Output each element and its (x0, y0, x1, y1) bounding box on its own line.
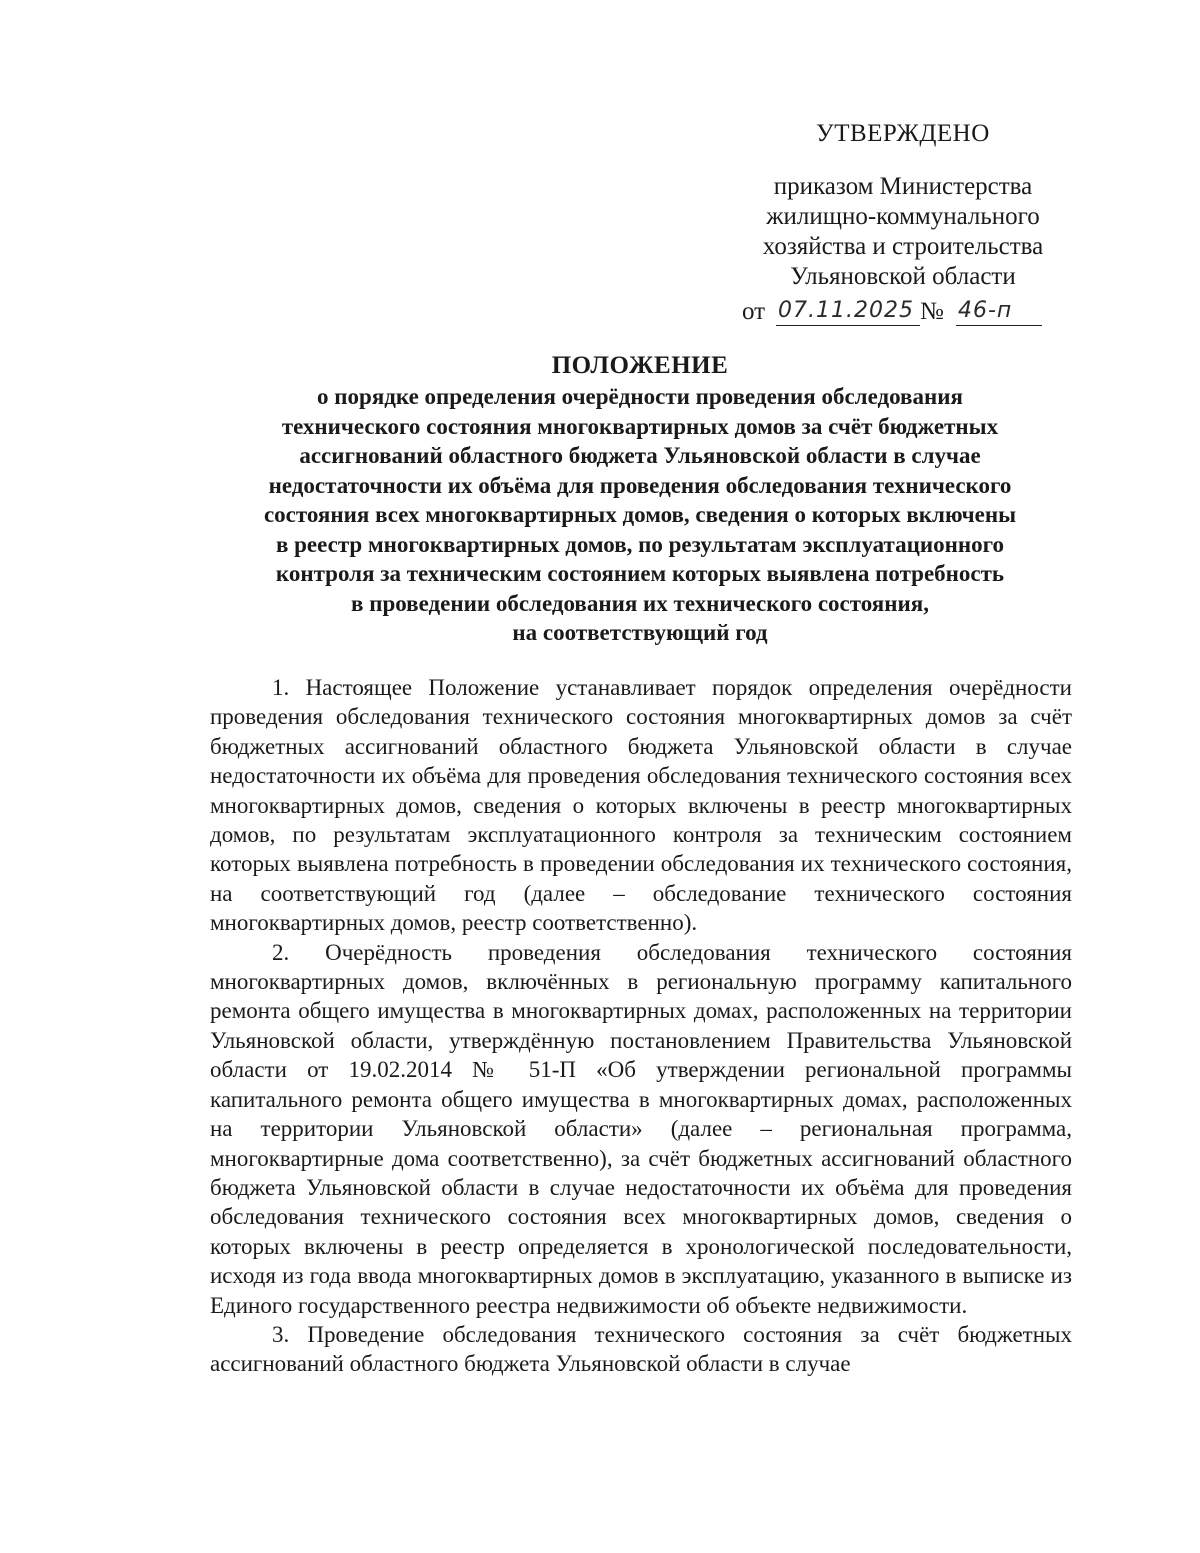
approval-line: хозяйства и строительства (762, 233, 1044, 260)
handwritten-date: 07.11.2025 (778, 298, 914, 323)
document-body (210, 673, 1072, 1379)
approval-line: Ульяновской области (790, 263, 1016, 290)
approval-heading: УТВЕРЖДЕНО (816, 120, 990, 147)
subtitle-line: в проведении обследования их технического состояния, (351, 590, 929, 616)
handwritten-number: 46-п (958, 298, 1013, 323)
document-title: ПОЛОЖЕНИЕ (551, 352, 729, 379)
date-underline (776, 325, 920, 326)
subtitle-line: на соответствующий год (512, 620, 768, 645)
subtitle-line: ассигнований областного бюджета Ульяновской области в случае (299, 443, 981, 468)
paragraph-2: 2. Очерёдность проведения обследования технического состояния многоквартирных домов, включённых в региональную программу капитального ремонта общего имущества в многоквартирных домах, расположенных на территории Ульяновской области, утверждённую постановлением Правительства Ульяновской области от 19.02.2014 № 51-П «Об утверждении региональной программы капитального ремонта общего имущества в многоквартирных домах, расположенных на территории Ульяновской области» (далее – региональная программа, многоквартирные дома соответственно), за счёт бюджетных ассигнований областного бюджета Ульяновской области в случае недостаточности их объёма для проведения обследования технического состояния всех многоквартирных домов, сведения о которых включены в реестр определяется в хронологической последовательности, исходя из года ввода многоквартирных домов в эксплуатацию, указанного в выписке из Единого государственного реестра недвижимости об объекте недвижимости. (210, 939, 1072, 1318)
subtitle-line: в реестр многоквартирных домов, по результатам эксплуатационного (275, 531, 1005, 557)
paragraph-1: 1. Настоящее Положение устанавливает порядок определения очерёдности проведения обследования технического состояния многоквартирных домов за счёт бюджетных ассигнований областного бюджета Ульяновской области в случае недостаточности их объёма для проведения обследования технического состояния всех многоквартирных домов, сведения о которых включены в реестр многоквартирных домов, по результатам эксплуатационного контроля за техническим состоянием которых выявлена потребность в проведении обследования их технического состояния, на соответствующий год (далее – обследование технического состояния многоквартирных домов, реестр соответственно). (210, 675, 1072, 936)
subtitle-line: недостаточности их объёма для проведения обследования технического (268, 472, 1012, 498)
approval-line: жилищно-коммунального (766, 203, 1040, 230)
number-label: № (920, 298, 944, 325)
document-subtitle (200, 382, 1080, 648)
approval-issuer (738, 172, 1068, 292)
date-label: от (742, 298, 766, 325)
approval-line: приказом Министерства (773, 173, 1033, 200)
paragraph-3: 3. Проведение обследования технического состояния за счёт бюджетных ассигнований областного бюджета Ульяновской области в случае (210, 1321, 1072, 1377)
subtitle-line: о порядке определения очерёдности проведения обследования (317, 384, 963, 409)
number-underline (956, 325, 1042, 326)
subtitle-line: контроля за техническим состоянием которых выявлена потребность (275, 561, 1005, 586)
subtitle-line: состояния всех многоквартирных домов, сведения о которых включены (263, 502, 1017, 527)
approval-date-number (742, 296, 1042, 330)
subtitle-line: технического состояния многоквартирных домов за счёт бюджетных (281, 413, 999, 439)
